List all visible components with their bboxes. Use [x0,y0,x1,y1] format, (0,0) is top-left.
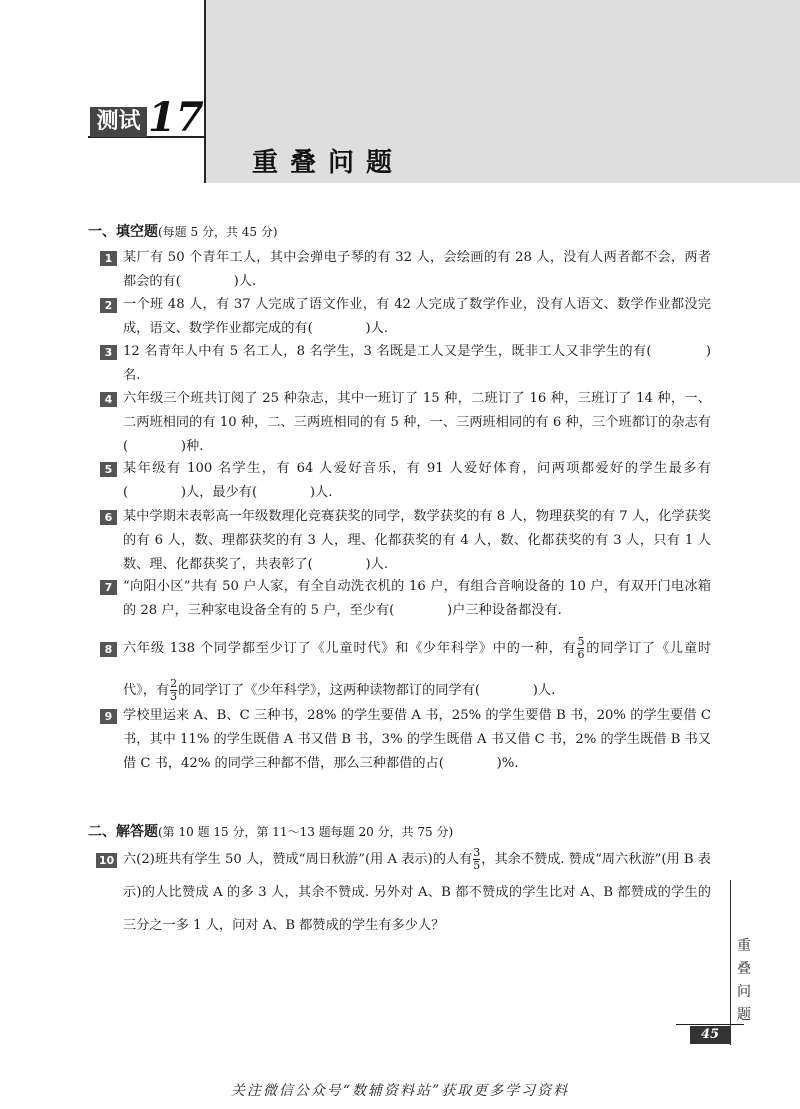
page-title: 重叠问题 [252,148,405,178]
question-text: 六(2)班共有学生 50 人，赞成“周日秋游”(用 A 表示)的人有 $\frac{3}{5}$ ，其余不赞成. 赞成“周六秋游”(用 B 表示)的人比赞成 A 的多 3 人，其余不赞成. 另外对 A、B 都不赞成的学生比对 A、B 都赞成的学生的三分之一多 1 人，问对 A、B 都赞成的学生有多少人？ [123,846,711,933]
section1-heading [88,222,278,242]
question-number-badge: 6 [100,510,117,525]
section2-title: 二、解答题 [88,824,158,840]
side-chapter-label: 重叠问题 [737,938,751,1023]
question-5 [104,457,711,505]
test-number: 17 [148,94,204,141]
question-9 [104,704,711,776]
footer-note: 关注微信公众号“数辅资料站”获取更多学习资料 [230,1083,570,1099]
fraction-three-fifths: $\frac{3}{5}$ [473,846,481,872]
question-number-badge: 1 [100,251,117,266]
side-divider [730,880,731,1045]
question-4 [104,387,711,459]
question-1 [104,246,711,294]
fraction-five-sixths: $\frac{5}{6}$ [577,635,585,661]
question-number-badge: 10 [96,853,117,868]
question-number-badge: 2 [100,298,117,313]
header-divider-vertical [204,0,206,183]
question-number-badge: 3 [100,345,117,360]
question-number-badge: 7 [100,580,117,595]
question-8 [104,628,712,712]
page-number-rule [676,1024,744,1025]
question-number-badge: 9 [100,709,117,724]
question-text: 某年级有 100 名学生，有 64 人爱好音乐，有 91 人爱好体育，问两项都爱好的学生最多有( )人，最少有( )人. [123,461,711,500]
test-label: 测试 [90,107,147,137]
question-text: 六年级三个班共订阅了 25 种杂志，其中一班订了 15 种，二班订了 16 种，三班订了 14 种，一、二两班相同的有 10 种，二、三两班相同的有 5 种，一、三两班相同的有 6 种，三个班都订的杂志有( )种. [123,391,711,454]
section1-note: (每题 5 分，共 45 分) [158,225,278,239]
question-3 [104,340,711,388]
page-number: 45 [690,1026,730,1044]
question-text: 学校里运来 A、B、C 三种书，28% 的学生要借 A 书，25% 的学生要借 B 书，20% 的学生要借 C 书，其中 11% 的学生既借 A 书又借 B 书，3% 的学生既借 A 书又借 C 书，2% 的学生既借 B 书又借 C 书，42% 的同学三种都不借，那么三种都借的占( )%. [123,708,711,771]
question-10 [98,843,711,942]
fraction-two-thirds: $\frac{2}{3}$ [170,677,178,703]
question-text: 六年级 138 个同学都至少订了《儿童时代》和《少年科学》中的一种，有 $\frac{5}{6}$ 的同学订了《儿童时代》，有 $\frac{2}{3}$ 的同学订了《少年科学》，这两种读物都订的同学有( )人. [123,635,712,703]
question-6 [104,505,711,577]
section1-title: 一、填空题 [88,224,158,240]
question-number-badge: 5 [100,462,117,477]
section2-heading [88,822,453,842]
question-2 [104,293,711,341]
question-text: 某中学期末表彰高一年级数理化竞赛获奖的同学，数学获奖的有 8 人，物理获奖的有 7 人，化学获奖的有 6 人，数、理都获奖的有 3 人，理、化都获奖的有 4 人，数、化都获奖的有 3 人，只有 1 人数、理、化都获奖了，共表彰了( )人. [123,509,711,572]
question-number-badge: 4 [100,392,117,407]
question-text: 某厂有 50 个青年工人，其中会弹电子琴的有 32 人，会绘画的有 28 人，没有人两者都不会，两者都会的有( )人. [123,250,711,289]
question-text: “向阳小区”共有 50 户人家，有全自动洗衣机的 16 户，有组合音响设备的 10 户，有双开门电冰箱的 28 户，三种家电设备全有的 5 户，至少有( )户三种设备都没有. [123,579,711,618]
question-text: 一个班 48 人，有 37 人完成了语文作业，有 42 人完成了数学作业，没有人语文、数学作业都没完成，语文、数学作业都完成的有( )人. [123,297,711,336]
question-number-badge: 8 [100,642,117,657]
question-7 [104,575,711,623]
question-text: 12 名青年人中有 5 名工人，8 名学生，3 名既是工人又是学生，既非工人又非学生的有( )名. [123,344,711,383]
section2-note: (第 10 题 15 分，第 11～13 题每题 20 分，共 75 分) [158,825,454,839]
